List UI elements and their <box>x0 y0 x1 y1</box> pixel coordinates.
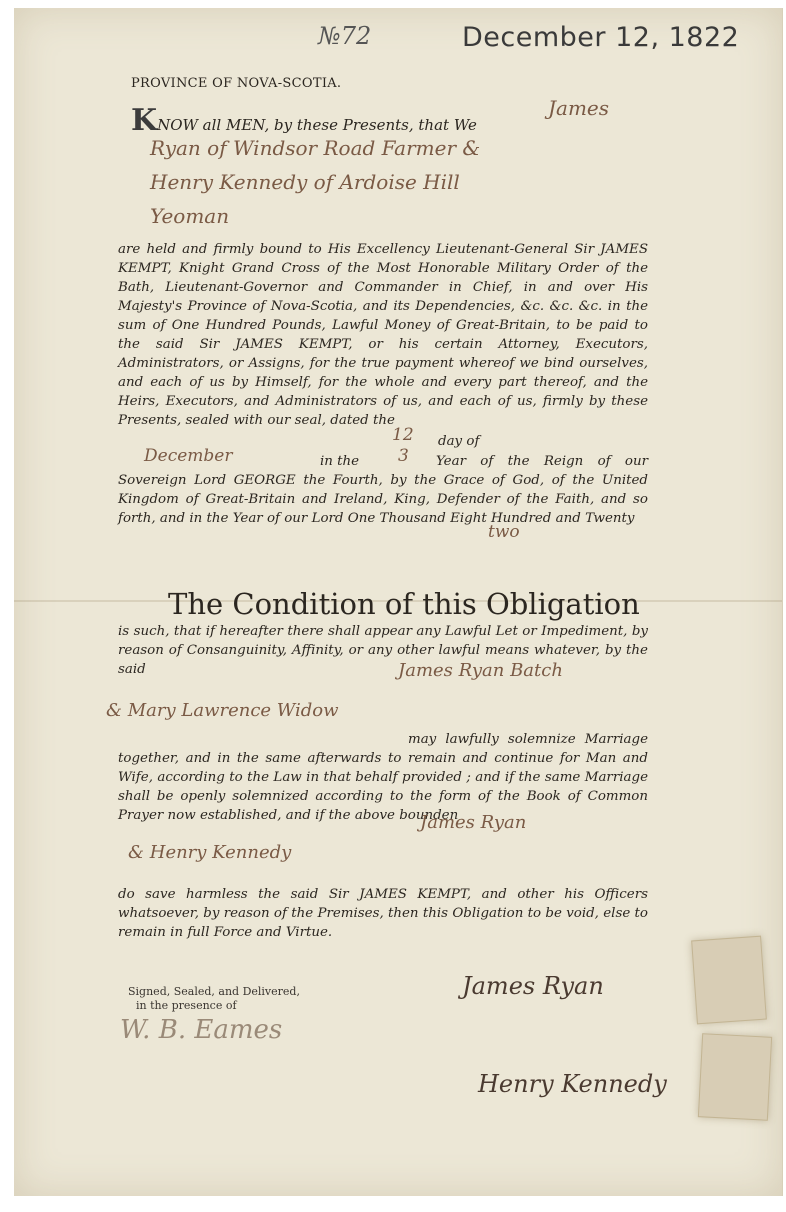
handwritten-name-1: James <box>548 96 610 120</box>
handwritten-day: 12 <box>392 425 414 445</box>
province-heading: PROVINCE OF NOVA-SCOTIA. <box>131 76 342 91</box>
intro-text: NOW all MEN, by these Presents, that We <box>157 116 477 134</box>
intro-line <box>131 103 477 138</box>
wax-seal-1 <box>691 936 767 1025</box>
handwritten-groom: James Ryan Batch <box>398 660 563 681</box>
handwritten-reign-year: 3 <box>398 446 409 466</box>
decorative-initial: K <box>131 103 158 138</box>
signature-james-ryan: James Ryan <box>462 972 604 1000</box>
witness-caption <box>128 985 300 1013</box>
condition-paragraph-3: do save harmless the said Sir JAMES KEMPT, and other his Officers whatsoever, by reason of the Premises, then this Obligation to be void, else to remain in full Force and Virtue. <box>118 887 648 940</box>
wax-seal-2 <box>698 1033 772 1121</box>
bond-date: December 12, 1822 <box>462 22 740 53</box>
day-of-text: day of <box>438 434 480 449</box>
condition-title: The Condition of this Obligation <box>168 587 640 621</box>
signature-henry-kennedy: Henry Kennedy <box>478 1070 667 1098</box>
bond-number: №72 <box>318 22 372 50</box>
in-the-text: in the <box>320 454 360 469</box>
handwritten-line-2: Ryan of Windsor Road Farmer & <box>150 136 481 160</box>
handwritten-year: two <box>488 522 520 542</box>
witness-signature: W. B. Eames <box>120 1015 283 1045</box>
bond-body-paragraph: are held and firmly bound to His Excellency Lieutenant-General Sir JAMES KEMPT, Knight Grand Cross of the Most Honorable Military Order of the Bath, Lieutenant-Governor and Commander in Chief, in and over His Majesty's Province of Nova-Scotia, and its Dependencies, &c. &c. &c. in the sum of One Hundred Pounds, Lawful Money of Great-Britain, to be paid to the said Sir JAMES KEMPT, or his certain Attorney, Executors, Administrators, or Assigns, for the true payment whereof we bind ourselves, and each of us by Himself, for the whole and every part thereof, and the Heirs, Executors, and Administrators of us, and each of us, firmly by these Presents, sealed with our seal, dated the <box>118 242 648 428</box>
handwritten-line-3: Henry Kennedy of Ardoise Hill <box>150 170 460 194</box>
handwritten-bride: & Mary Lawrence Widow <box>106 700 339 721</box>
condition-paragraph-1: is such, that if hereafter there shall appear any Lawful Let or Impediment, by reason of Consanguinity, Affinity, or any other lawful means whatever, by the said <box>118 624 648 677</box>
handwritten-month: December <box>144 446 233 466</box>
witness-line-1: Signed, Sealed, and Delivered, <box>128 985 300 998</box>
condition-paragraph-2: may lawfully solemnize Marriage together, and in the same afterwards to remain and continue for Man and Wife, according to the Law in that behalf provided ; and if the same Marriage shall be openly solemnized according to the form of the Book of Common Prayer now established, and if the above bounden <box>118 732 648 823</box>
witness-line-2: in the presence of <box>136 999 237 1012</box>
handwritten-bounden-2: & Henry Kennedy <box>128 842 292 863</box>
handwritten-bounden-1: James Ryan <box>420 812 527 833</box>
handwritten-line-4: Yeoman <box>150 204 230 228</box>
reign-paragraph: Year of the Reign of our Sovereign Lord GEORGE the Fourth, by the Grace of God, of the United Kingdom of Great-Britain and Ireland, King, Defender of the Faith, and so forth, and in the Year of our Lord One Thousand Eight Hundred and Twenty <box>118 454 648 526</box>
